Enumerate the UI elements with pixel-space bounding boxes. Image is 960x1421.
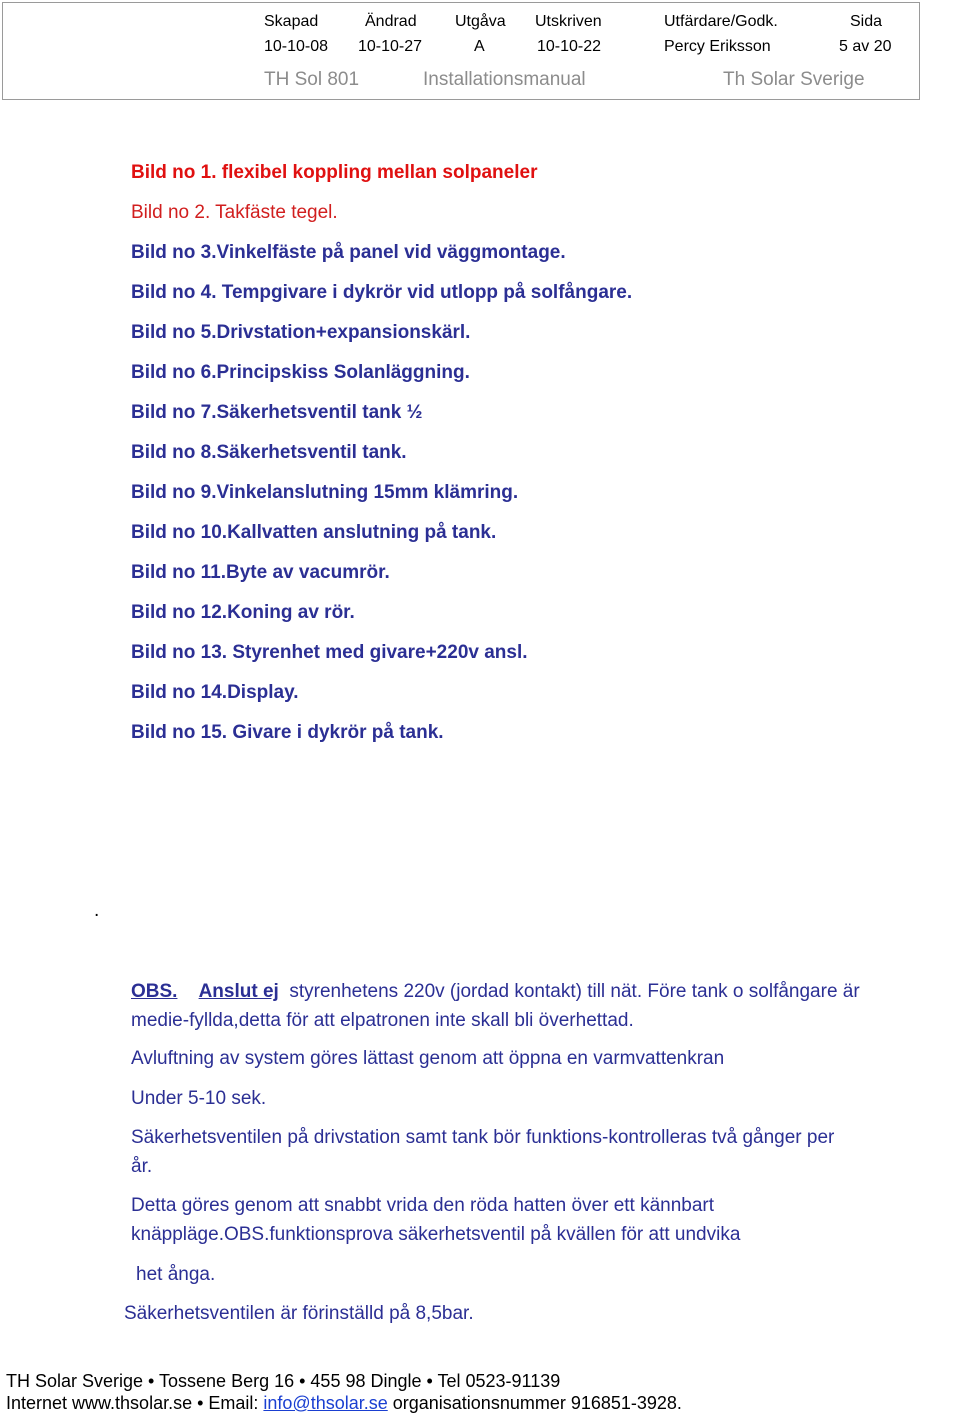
notes-line-1 — [131, 981, 860, 1003]
figure-list-item: Bild no 10.Kallvatten anslutning på tank. — [131, 522, 497, 543]
obs-label: OBS. — [131, 981, 178, 1002]
notes-line-6: år. — [131, 1156, 153, 1177]
header-value-utgava: A — [474, 38, 485, 55]
figure-list-item: Bild no 1. flexibel koppling mellan solpaneler — [131, 162, 538, 183]
figure-list — [131, 161, 632, 761]
header-value-sida: 5 av 20 — [839, 38, 892, 55]
notes-line-2: medie-fyllda,detta för att elpatronen inte skall bli överhettad. — [131, 1010, 634, 1031]
footer-internet: Internet www.thsolar.se • Email: — [6, 1393, 264, 1413]
figure-list-item: Bild no 4. Tempgivare i dykrör vid utlopp på solfångare. — [131, 282, 633, 303]
header-value-andrad: 10-10-27 — [358, 38, 423, 55]
header-label-utskriven: Utskriven — [535, 13, 602, 30]
footer-address: TH Solar Sverige • Tossene Berg 16 • 455 98 Dingle • Tel 0523-91139 — [6, 1371, 561, 1391]
header-label-utfardare: Utfärdare/Godk. — [664, 13, 778, 30]
notes-line-4: Under 5-10 sek. — [131, 1088, 267, 1109]
anslut-ej-label: Anslut ej — [198, 981, 279, 1002]
figure-list-item: Bild no 5.Drivstation+expansionskärl. — [131, 322, 471, 343]
header-label-skapad: Skapad — [264, 13, 319, 30]
figure-list-item: Bild no 13. Styrenhet med givare+220v ansl. — [131, 642, 528, 663]
footer-org-number: organisationsnummer 916851-3928. — [387, 1393, 682, 1413]
figure-list-item: Bild no 3.Vinkelfäste på panel vid väggmontage. — [131, 242, 566, 263]
header-label-utgava: Utgåva — [455, 13, 506, 30]
notes-line-5: Säkerhetsventilen på drivstation samt tank bör funktions-kontrolleras två gånger per — [131, 1127, 835, 1148]
footer-contact — [6, 1393, 682, 1414]
notes-line-7: Detta göres genom att snabbt vrida den röda hatten över ett kännbart — [131, 1195, 715, 1216]
footer-email-link[interactable]: info@thsolar.se — [263, 1393, 388, 1413]
header-label-andrad: Ändrad — [365, 13, 417, 30]
figure-list-item: Bild no 9.Vinkelanslutning 15mm klämring. — [131, 482, 519, 503]
header-doc-id: TH Sol 801 — [264, 69, 360, 90]
figure-list-item: Bild no 8.Säkerhetsventil tank. — [131, 442, 407, 463]
document-header — [2, 2, 920, 100]
header-label-sida: Sida — [850, 13, 883, 30]
notes-line-8: knäppläge.OBS.funktionsprova säkerhetsventil på kvällen för att undvika — [131, 1224, 741, 1245]
header-value-utskriven: 10-10-22 — [537, 38, 602, 55]
header-doc-type: Installationsmanual — [423, 69, 586, 90]
header-value-skapad: 10-10-08 — [264, 38, 329, 55]
figure-list-item: Bild no 11.Byte av vacumrör. — [131, 562, 390, 583]
figure-list-item: Bild no 12.Koning av rör. — [131, 602, 355, 623]
figure-list-item: Bild no 2. Takfäste tegel. — [131, 202, 338, 223]
figure-list-item: Bild no 14.Display. — [131, 682, 299, 703]
notes-line-10: Säkerhetsventilen är förinställd på 8,5bar. — [124, 1303, 474, 1324]
figure-list-item: Bild no 6.Principskiss Solanläggning. — [131, 362, 470, 383]
figure-list-item: Bild no 7.Säkerhetsventil tank ½ — [131, 402, 423, 423]
header-company: Th Solar Sverige — [723, 69, 865, 90]
stray-dot: . — [94, 900, 100, 921]
notes-line-9: het ånga. — [136, 1264, 216, 1285]
notes-line-1-rest: styrenhetens 220v (jordad kontakt) till nät. Före tank o solfångare är — [289, 981, 860, 1002]
header-value-utfardare: Percy Eriksson — [664, 38, 771, 55]
figure-list-item: Bild no 15. Givare i dykrör på tank. — [131, 722, 444, 743]
notes-line-3: Avluftning av system göres lättast genom att öppna en varmvattenkran — [131, 1048, 725, 1069]
